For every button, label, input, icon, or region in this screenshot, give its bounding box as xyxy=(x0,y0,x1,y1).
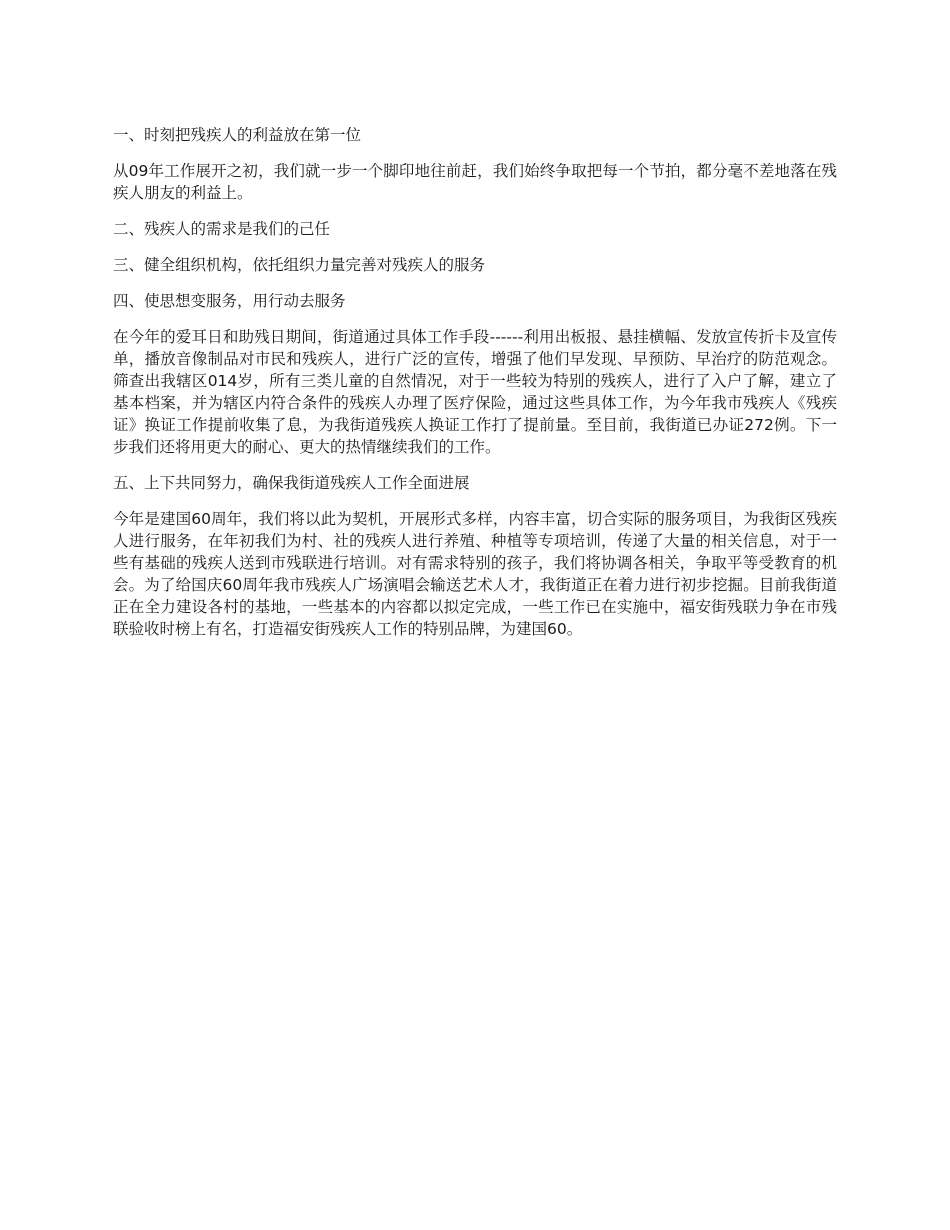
section-heading-5: 五、上下共同努力，确保我街道残疾人工作全面进展 xyxy=(113,474,470,492)
section-heading-2: 二、残疾人的需求是我们的己任 xyxy=(113,220,331,238)
paragraph-1: 从09年工作展开之初，我们就一步一个脚印地往前赶，我们始终争取把每一个节拍，都分毫不差地落在残疾人朋友的利益上。 xyxy=(113,162,837,202)
section-heading-3: 三、健全组织机构，依托组织力量完善对残疾人的服务 xyxy=(113,256,486,274)
document-page xyxy=(113,124,837,654)
paragraph-2: 在今年的爱耳日和助残日期间，街道通过具体工作手段------利用出板报、悬挂横幅、发放宣传折卡及宣传单，播放音像制品对市民和残疾人，进行广泛的宣传，增强了他们早发现、早预防、早治疗的防范观念。筛查出我辖区014岁，所有三类儿童的自然情况，对于一些较为特别的残疾人，进行了入户了解，建立了基本档案，并为辖区内符合条件的残疾人办理了医疗保险，通过这些具体工作，为今年我市残疾人《残疾证》换证工作提前收集了息，为我街道残疾人换证工作打了提前量。至目前，我街道已办证272例。下一步我们还将用更大的耐心、更大的热情继续我们的工作。 xyxy=(113,328,837,456)
paragraph-3: 今年是建国60周年，我们将以此为契机，开展形式多样，内容丰富，切合实际的服务项目，为我街区残疾人进行服务，在年初我们为村、社的残疾人进行养殖、种植等专项培训，传递了大量的相关信息，对于一些有基础的残疾人送到市残联进行培训。对有需求特别的孩子，我们将协调各相关，争取平等受教育的机会。为了给国庆60周年我市残疾人广场演唱会输送艺术人才，我街道正在着力进行初步挖掘。目前我街道正在全力建设各村的基地，一些基本的内容都以拟定完成，一些工作已在实施中，福安街残联力争在市残联验收时榜上有名，打造福安街残疾人工作的特别品牌，为建国60。 xyxy=(113,510,837,638)
section-heading-1: 一、时刻把残疾人的利益放在第一位 xyxy=(113,126,362,144)
section-heading-4: 四、使思想变服务，用行动去服务 xyxy=(113,292,346,310)
